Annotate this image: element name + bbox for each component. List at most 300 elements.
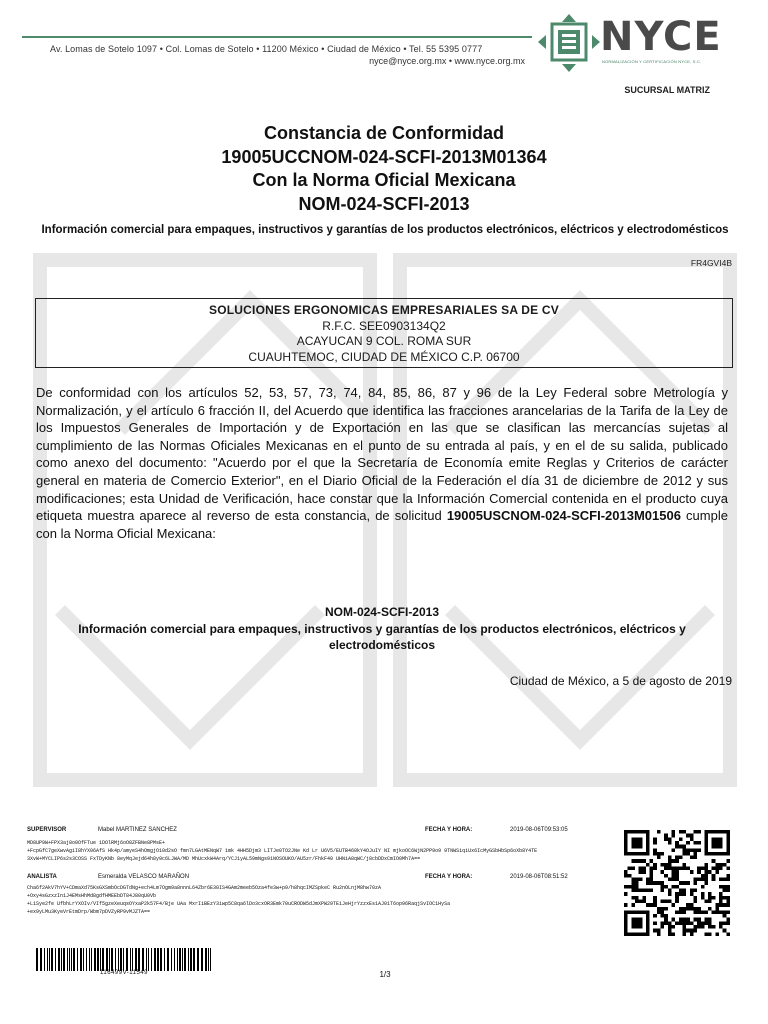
qr-module (690, 921, 694, 925)
qr-module (624, 870, 628, 874)
qr-module (704, 918, 708, 922)
qr-module (726, 903, 730, 907)
qr-module (726, 899, 730, 903)
qr-module (690, 856, 694, 860)
qr-module (664, 874, 668, 878)
barcode-bar (148, 948, 149, 971)
barcode-bar (135, 948, 137, 971)
nyce-logo (538, 14, 730, 74)
qr-module (690, 907, 694, 911)
supervisor-name: Mabel MARTINEZ SANCHEZ (98, 827, 177, 833)
title-line-3: Con la Norma Oficial Mexicana (252, 170, 516, 190)
norm-description: Información comercial para empaques, instructivos y garantías de los productos electrónicos, eléctricos y electrodomésticos (41, 224, 729, 236)
qr-module (675, 892, 679, 896)
qr-module (697, 925, 701, 929)
barcode-bar (210, 948, 211, 971)
qr-module (715, 907, 719, 911)
qr-module (708, 932, 712, 936)
qr-module (664, 918, 668, 922)
qr-module (675, 870, 679, 874)
hash-line: MD8UP9W+FPX3aj8o0OfFTue 1DOlRMj6oO8ZFBNe8PMsE+ (27, 840, 166, 846)
qr-module (668, 856, 672, 860)
qr-module (675, 878, 679, 882)
issue-date: Ciudad de México, a 5 de agosto de 2019 (509, 674, 732, 688)
qr-module (661, 852, 665, 856)
qr-module (653, 903, 657, 907)
qr-module (635, 885, 639, 889)
qr-module (661, 925, 665, 929)
barcode-bar (151, 948, 152, 971)
qr-module (704, 863, 708, 867)
barcode-bar (157, 948, 159, 971)
qr-module (693, 888, 697, 892)
qr-module (646, 881, 650, 885)
barcode-bar (126, 948, 128, 971)
qr-module (693, 918, 697, 922)
qr-module (726, 859, 730, 863)
qr-module (631, 881, 635, 885)
qr-module (719, 903, 723, 907)
qr-module (712, 874, 716, 878)
analyst-name: Esmeralda VELASCO MARAÑON (98, 874, 190, 880)
qr-module (668, 878, 672, 882)
qr-module (726, 878, 730, 882)
qr-module (653, 837, 657, 841)
qr-module (653, 921, 657, 925)
qr-module (719, 925, 723, 929)
qr-module (690, 837, 694, 841)
barcode-bar (89, 948, 90, 971)
document-title (0, 122, 768, 216)
qr-module (719, 910, 723, 914)
qr-module (642, 867, 646, 871)
qr-module (661, 914, 665, 918)
qr-module (672, 878, 676, 882)
barcode-bar (208, 948, 209, 971)
qr-module (704, 881, 708, 885)
qr-module (664, 834, 668, 838)
norm-code: NOM-024-SCFI-2013 (298, 193, 470, 214)
qr-module (723, 914, 727, 918)
qr-module (697, 867, 701, 871)
qr-module (704, 932, 708, 936)
qr-module (679, 888, 683, 892)
qr-module (693, 925, 697, 929)
barcode-bar (80, 948, 82, 971)
qr-module (624, 903, 628, 907)
qr-module (715, 870, 719, 874)
qr-module (682, 921, 686, 925)
qr-module (635, 878, 639, 882)
title-line-1: Constancia de Conformidad (263, 123, 505, 143)
qr-module (639, 899, 643, 903)
qr-module (661, 899, 665, 903)
analyst-date-label: FECHA Y HORA: (425, 874, 473, 880)
barcode-bar (55, 948, 56, 971)
qr-module (668, 841, 672, 845)
qr-module (690, 870, 694, 874)
qr-module (682, 848, 686, 852)
barcode-bar (190, 948, 192, 971)
qr-module (701, 925, 705, 929)
qr-module (661, 863, 665, 867)
barcode-bar (36, 948, 38, 971)
qr-module (723, 903, 727, 907)
request-number: 19005USCNOM-024-SCFI-2013M01506 (446, 508, 681, 524)
qr-module (697, 921, 701, 925)
qr-module (672, 925, 676, 929)
qr-module (697, 910, 701, 914)
qr-module (668, 863, 672, 867)
barcode-bar (69, 948, 70, 971)
barcode-bar (120, 948, 122, 971)
barcode-bar (174, 948, 175, 971)
qr-module (664, 907, 668, 911)
qr-module (679, 907, 683, 911)
barcode-bar (58, 948, 60, 971)
company-city: CUAUHTEMOC, CIUDAD DE MÉXICO C.P. 06700 (248, 349, 520, 364)
qr-module (697, 870, 701, 874)
qr-module (631, 867, 635, 871)
qr-module (682, 881, 686, 885)
qr-module (672, 859, 676, 863)
barcode-bar (109, 948, 110, 971)
qr-module (693, 830, 697, 834)
qr-module (672, 874, 676, 878)
qr-module (708, 899, 712, 903)
qr-module (726, 896, 730, 900)
qr-module (624, 874, 628, 878)
qr-module (668, 925, 672, 929)
qr-module (675, 874, 679, 878)
qr-module (679, 830, 683, 834)
barcode-bar (123, 948, 124, 971)
hash-line: +FcpGfC7geXwvAgiI8hYX06AfS Hk4p/amyeS4hOmgjO10d2sO fmn7LGAtMENqW7 1mk 4HH5Djm3 LITJe0TO2JNe Kd Lr U6V5/EUTB460kY4OJuIY NI mjkoOC6WjN2PP9o9 9TNWSiqiUx6IcMyGSbHbSp6oXb8Y4TE (27, 848, 538, 854)
qr-module (657, 910, 661, 914)
qr-module (650, 903, 654, 907)
qr-module (646, 878, 650, 882)
qr-module (682, 918, 686, 922)
qr-module (668, 932, 672, 936)
qr-module (723, 885, 727, 889)
qr-module (682, 852, 686, 856)
qr-module (635, 859, 639, 863)
qr-module (719, 921, 723, 925)
barcode-bar (100, 948, 101, 971)
qr-module (686, 881, 690, 885)
qr-module (719, 899, 723, 903)
qr-module (693, 856, 697, 860)
qr-module (708, 907, 712, 911)
qr-module (675, 859, 679, 863)
qr-module (653, 863, 657, 867)
barcode-bar (71, 948, 72, 971)
barcode-bar (164, 948, 165, 971)
supervisor-date-label: FECHA Y HORA: (425, 827, 473, 833)
qr-module (657, 856, 661, 860)
qr-module (661, 921, 665, 925)
qr-module (686, 929, 690, 933)
qr-module (668, 859, 672, 863)
qr-module (693, 848, 697, 852)
qr-module (719, 892, 723, 896)
barcode-bar (44, 948, 45, 971)
qr-module (624, 892, 628, 896)
qr-module (712, 859, 716, 863)
hash-line: +ex9yLMu3KyeVrEtmDrp/Wbm7pDVZyRP9vMJZTA== (27, 909, 151, 915)
qr-module (690, 892, 694, 896)
qr-module (650, 867, 654, 871)
barcode-bar (63, 948, 65, 971)
qr-module (650, 874, 654, 878)
qr-module (701, 921, 705, 925)
qr-module (708, 925, 712, 929)
barcode-bar (182, 948, 183, 971)
qr-module (653, 881, 657, 885)
qr-module (653, 867, 657, 871)
qr-module (715, 863, 719, 867)
qr-module (653, 899, 657, 903)
qr-module (664, 837, 668, 841)
qr-module (712, 910, 716, 914)
qr-module (693, 841, 697, 845)
analyst-label: ANALISTA (27, 874, 57, 880)
body-closing: cumple con la Norma Oficial Mexicana: (36, 508, 728, 541)
qr-module (723, 921, 727, 925)
norm-block (36, 604, 728, 654)
qr-module (664, 921, 668, 925)
qr-module (682, 863, 686, 867)
qr-module (672, 867, 676, 871)
qr-module (639, 859, 643, 863)
qr-module (686, 921, 690, 925)
body-text: De conformidad con los artículos 52, 53, 57, 73, 74, 84, 85, 86, 87 y 96 de la Ley Federal sobre Metrología y Normalización, y el artículo 6 fracción II, del Acuerdo que identifica las fracciones arancelarias de la Tarifa de la Ley de los Impuestos Generales de Importación y de Exportación en las que se clasifican las mercancías sujetas al cumplimiento de las Normas Oficiales Mexicanas en el punto de su entrada al país, y en el de su salida, publicado como anexo del documento: "Acuerdo por el que la Secretaría de Economía emite Reglas y Criterios de carácter general en materia de Comercio Exterior", en el Diario Oficial de la Federación el día 31 de diciembre de 2012 y sus modificaciones; esta Unidad de Verificación, hace constar que la Información Comercial contenida en el producto cuya etiqueta muestra aparece al reverso de esta constancia, de solicitud (36, 385, 728, 524)
qr-code (624, 830, 730, 936)
qr-module (723, 910, 727, 914)
qr-module (723, 878, 727, 882)
company-street: ACAYUCAN 9 COL. ROMA SUR (296, 334, 472, 348)
qr-module (657, 907, 661, 911)
qr-module (672, 870, 676, 874)
qr-module (719, 863, 723, 867)
barcode-bar (94, 948, 96, 971)
barcode-bar (171, 948, 172, 971)
qr-module (726, 874, 730, 878)
qr-module (668, 899, 672, 903)
qr-module (712, 878, 716, 882)
hash-line: +Oxy4sGzxzIn1J4EMsHhMd8gdfHMEEbDT84J80qU0Vb (27, 893, 157, 899)
qr-module (642, 888, 646, 892)
logo-tagline: NORMALIZACIÓN Y CERTIFICACIÓN NYCE, S.C. (602, 59, 702, 64)
qr-module (679, 881, 683, 885)
qr-module (682, 845, 686, 849)
qr-module (726, 921, 730, 925)
qr-module (686, 841, 690, 845)
qr-module (672, 903, 676, 907)
document-code: FR4GVI4B (690, 258, 732, 268)
qr-module (675, 867, 679, 871)
qr-module (653, 848, 657, 852)
qr-module (697, 918, 701, 922)
barcode-bar (49, 948, 50, 971)
qr-module (726, 888, 730, 892)
qr-module (635, 881, 639, 885)
contact-line: nyce@nyce.org.mx • www.nyce.org.mx (369, 56, 525, 66)
qr-module (704, 878, 708, 882)
qr-module (672, 848, 676, 852)
qr-module (653, 929, 657, 933)
qr-module (650, 870, 654, 874)
qr-module (657, 932, 661, 936)
qr-module (686, 834, 690, 838)
barcode-bar (146, 948, 147, 971)
qr-module (693, 929, 697, 933)
barcode-bar (47, 948, 48, 971)
hash-line: +L1Sye2fe UfbhLrYXOIv/VIf5gzeXeuqsOYxaP2k57F4/Bje UAa MxrIiBEzY3iwp5C8qa6lDo3cxOR3Emk70uCRODW5dJmXPW29TEiJeHjrYzzxEs1AJ01T6op96RaqjSvIOC1HySa (27, 901, 451, 907)
qr-module (653, 896, 657, 900)
qr-module (664, 899, 668, 903)
analyst-date: 2019-08-06T08:51:52 (510, 874, 568, 880)
qr-module (639, 867, 643, 871)
qr-module (726, 918, 730, 922)
qr-module (657, 929, 661, 933)
qr-module (675, 856, 679, 860)
qr-module (719, 878, 723, 882)
qr-module (631, 885, 635, 889)
qr-module (682, 888, 686, 892)
qr-module (653, 852, 657, 856)
qr-module (701, 874, 705, 878)
barcode-bar (40, 948, 42, 971)
qr-module (679, 837, 683, 841)
qr-module (682, 892, 686, 896)
qr-module (712, 896, 716, 900)
qr-module (642, 899, 646, 903)
qr-module (661, 888, 665, 892)
qr-module (697, 878, 701, 882)
qr-module (704, 910, 708, 914)
qr-module (715, 932, 719, 936)
qr-module (657, 852, 661, 856)
qr-module (628, 885, 632, 889)
barcode-bar (67, 948, 68, 971)
qr-module (664, 863, 668, 867)
qr-module (668, 867, 672, 871)
norm-block-code: NOM-024-SCFI-2013 (324, 605, 440, 619)
qr-module (723, 896, 727, 900)
qr-module (679, 892, 683, 896)
qr-module (697, 907, 701, 911)
qr-module (682, 867, 686, 871)
qr-module (697, 830, 701, 834)
qr-module (639, 870, 643, 874)
qr-module (631, 878, 635, 882)
qr-module (686, 867, 690, 871)
page-number: 1/3 (379, 970, 391, 979)
barcode-bar (205, 948, 207, 971)
logo-wordmark: NYCE (600, 14, 722, 60)
qr-module (672, 918, 676, 922)
qr-module (650, 859, 654, 863)
qr-module (682, 830, 686, 834)
qr-module (639, 888, 643, 892)
qr-module (631, 896, 635, 900)
barcode-bar (83, 948, 84, 971)
certificate-number: 19005UCCNOM-024-SCFI-2013M01364 (221, 146, 547, 167)
qr-module (704, 874, 708, 878)
qr-module (664, 885, 668, 889)
qr-module (682, 907, 686, 911)
qr-module (635, 888, 639, 892)
qr-module (693, 896, 697, 900)
qr-module (686, 907, 690, 911)
qr-module (693, 910, 697, 914)
qr-module (697, 841, 701, 845)
qr-module (715, 910, 719, 914)
qr-module (664, 914, 668, 918)
analyst-signature-hash (27, 884, 617, 916)
supervisor-signature-hash (27, 839, 617, 863)
qr-module (668, 888, 672, 892)
qr-module (693, 852, 697, 856)
qr-module (715, 903, 719, 907)
qr-module (682, 910, 686, 914)
qr-module (675, 899, 679, 903)
qr-module (701, 910, 705, 914)
qr-module (635, 896, 639, 900)
qr-module (693, 899, 697, 903)
qr-module (672, 830, 676, 834)
qr-module (690, 903, 694, 907)
qr-module (693, 907, 697, 911)
qr-module (682, 925, 686, 929)
qr-module (690, 932, 694, 936)
qr-module (701, 892, 705, 896)
barcode-bar (111, 948, 113, 971)
qr-module (657, 881, 661, 885)
qr-module (675, 885, 679, 889)
qr-module (679, 910, 683, 914)
qr-module (642, 896, 646, 900)
barcode-bar (130, 948, 131, 971)
barcode-bar (73, 948, 75, 971)
barcode-bar (154, 948, 156, 971)
header-rule (22, 36, 532, 38)
qr-module (639, 878, 643, 882)
qr-module (701, 878, 705, 882)
qr-module (712, 925, 716, 929)
barcode-bar (106, 948, 108, 971)
qr-module (697, 848, 701, 852)
qr-module (646, 903, 650, 907)
qr-module (686, 852, 690, 856)
qr-module (726, 932, 730, 936)
qr-module (661, 881, 665, 885)
qr-module (668, 837, 672, 841)
qr-module (701, 867, 705, 871)
company-name: SOLUCIONES ERGONOMICAS EMPRESARIALES SA DE CV (209, 303, 559, 317)
barcode-bar (177, 948, 178, 971)
qr-module (704, 870, 708, 874)
qr-module (719, 867, 723, 871)
qr-module (690, 834, 694, 838)
supervisor-date: 2019-08-06T09:53:05 (510, 827, 568, 833)
qr-module (686, 848, 690, 852)
qr-module (624, 885, 628, 889)
barcode-bar (179, 948, 181, 971)
hash-line: Cha6f2AkV7hYV+CDmaXd75KsGXSmbOcDGTdNg+ech4Lm7Ogm9a8nnnL64Zbr6E30IS4GAm2meeb5Oza4fe3w+p9/h8hqcIMZSpkeC Ru2nOLnjM8hw70zA (27, 885, 382, 891)
qr-module (635, 899, 639, 903)
